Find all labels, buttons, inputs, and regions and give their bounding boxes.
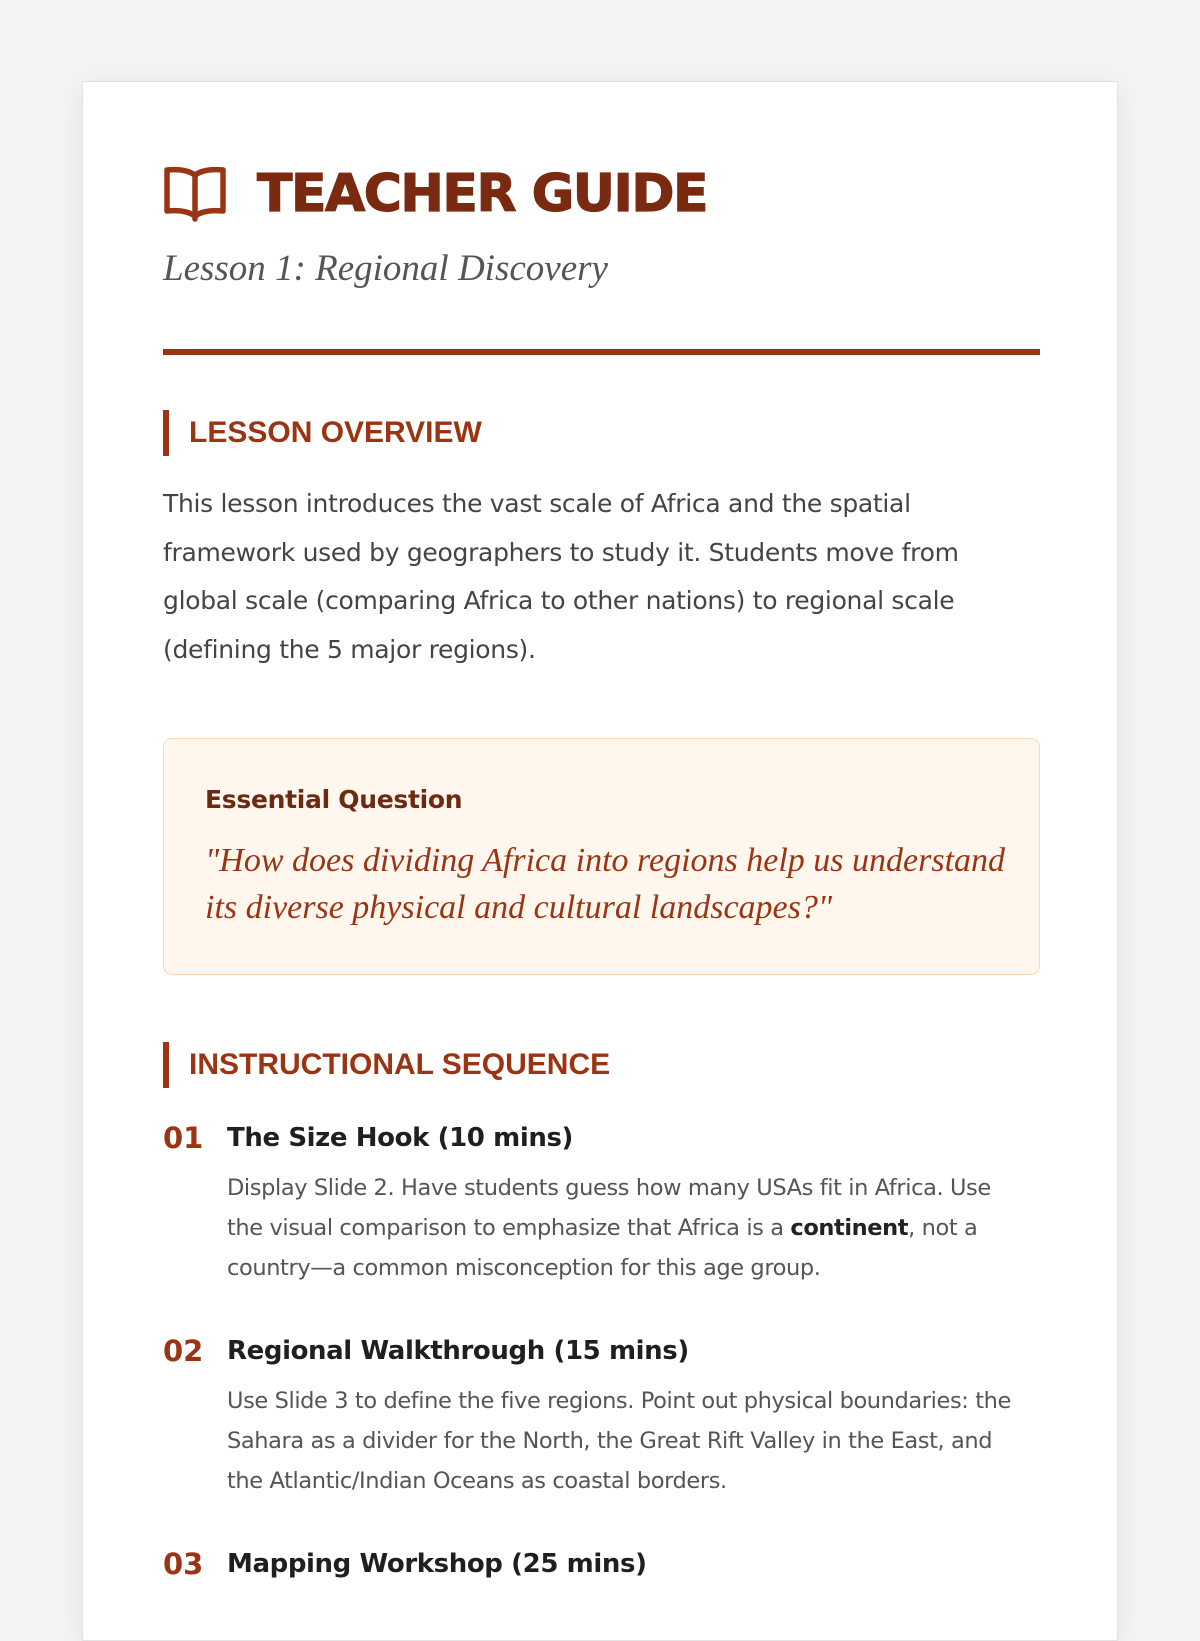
- step-number: 01: [163, 1121, 204, 1155]
- step-description-text: , not a country—a common misconception for this age group.: [227, 1215, 978, 1281]
- step-description: Use Slide 3 to define the five regions. Point out physical boundaries: the Sahara as a divider for the North, the Great Rift Valley in the East, and the Atlantic/Indian Oceans as coastal borders.: [227, 1388, 1011, 1494]
- step-title: The Size Hook (10 mins): [227, 1123, 574, 1153]
- step-number: 03: [163, 1547, 204, 1581]
- step-description-emphasis: continent: [790, 1215, 909, 1241]
- lesson-subtitle: Lesson 1: Regional Discovery: [163, 248, 608, 289]
- step-description: [227, 1168, 1027, 1288]
- open-book-icon: [163, 165, 227, 223]
- header-divider: [163, 349, 1040, 355]
- section-heading-sequence: INSTRUCTIONAL SEQUENCE: [163, 1042, 610, 1088]
- step-title: Mapping Workshop (25 mins): [227, 1549, 647, 1579]
- guide-page: [82, 81, 1118, 1641]
- step-title: Regional Walkthrough (15 mins): [227, 1336, 689, 1366]
- essential-question-quote: "How does dividing Africa into regions help us understand its diverse physical and cultural landscapes?": [205, 842, 1006, 926]
- overview-paragraph: This lesson introduces the vast scale of Africa and the spatial framework used by geographers to study it. Students move from global scale (comparing Africa to other nations) to regional scale (defining the 5 major regions).: [163, 489, 959, 664]
- section-heading-overview: LESSON OVERVIEW: [163, 410, 482, 456]
- step-number: 02: [163, 1334, 204, 1368]
- essential-question-callout: [163, 738, 1040, 975]
- page-title: TEACHER GUIDE: [257, 164, 708, 224]
- step-description-text: Display Slide 2. Have students guess how many USAs fit in Africa. Use the visual comparison to emphasize that Africa is a: [227, 1175, 991, 1241]
- essential-question-label: Essential Question: [205, 785, 463, 814]
- title-row: [163, 164, 707, 224]
